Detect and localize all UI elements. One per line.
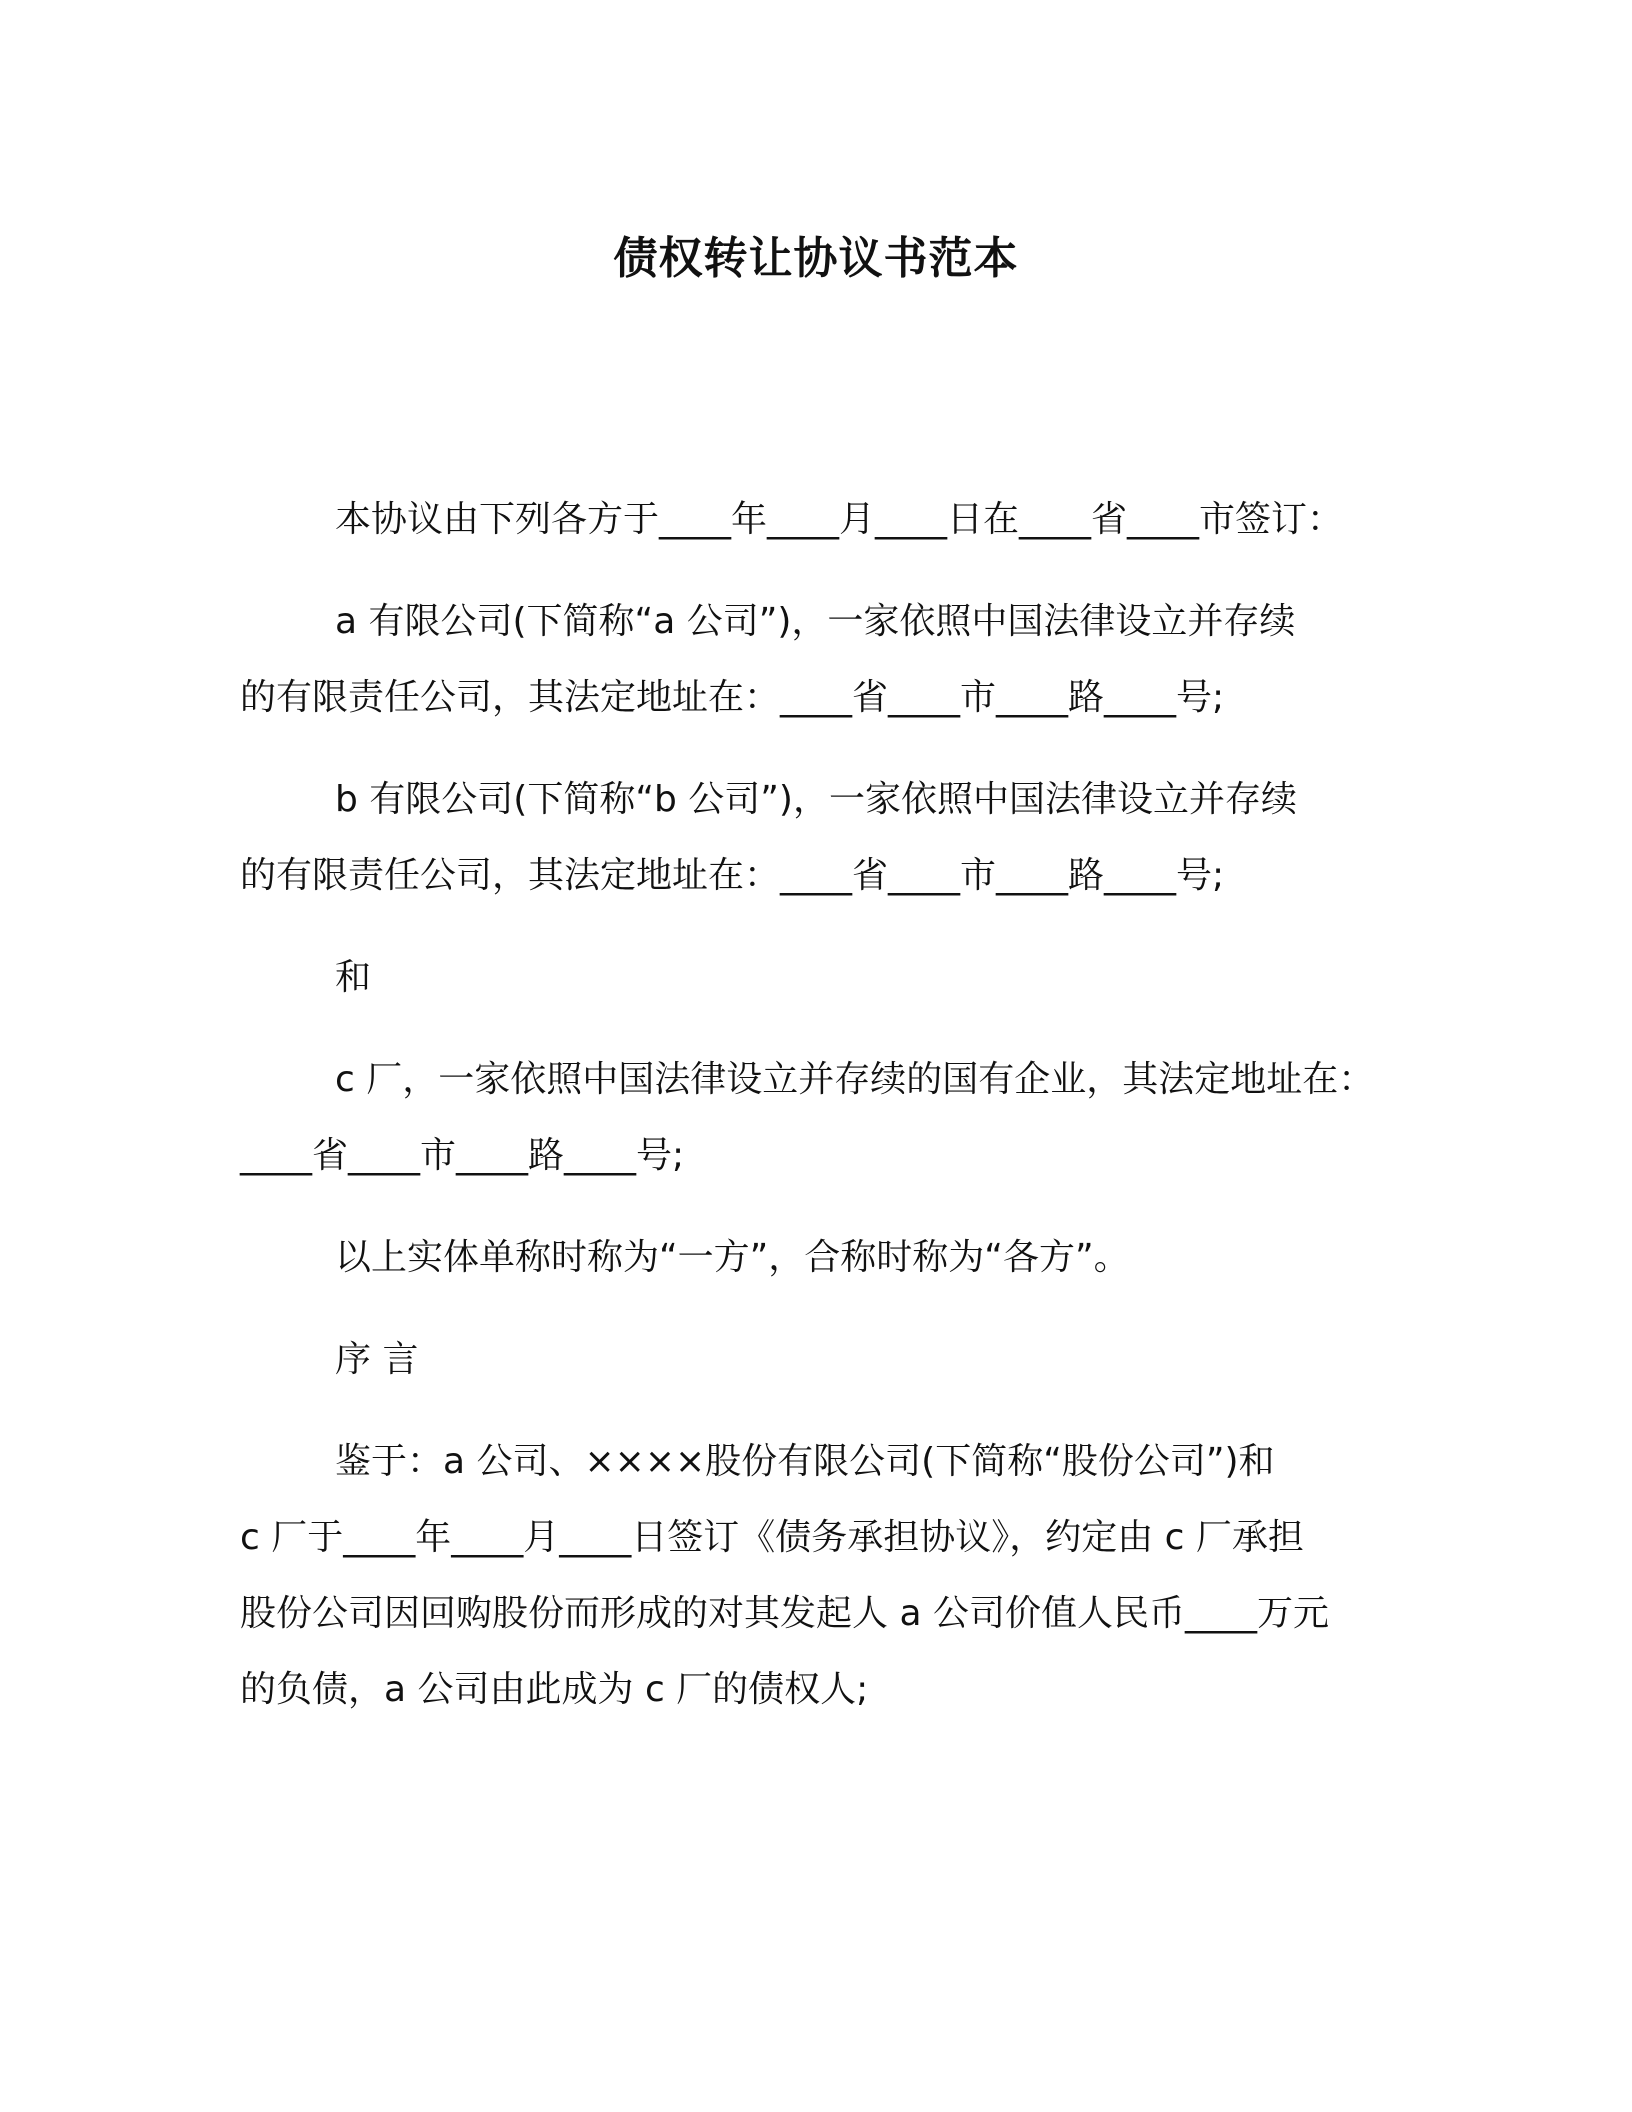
preamble-heading: 序 言 <box>335 1339 419 1380</box>
conjunction-and: 和 <box>335 957 372 998</box>
party-b-line-2: 的有限责任公司，其法定地址在：____省____市____路____号; <box>240 855 1225 896</box>
party-c-line-2: ____省____市____路____号; <box>240 1135 685 1176</box>
party-c-line-1: c 厂，一家依照中国法律设立并存续的国有企业，其法定地址在： <box>335 1059 1375 1100</box>
party-b-line-1: b 有限公司(下简称“b 公司”)，一家依照中国法律设立并存续 <box>335 779 1297 820</box>
signing-clause: 本协议由下列各方于____年____月____日在____省____市签订： <box>335 499 1344 540</box>
whereas-line-2: c 厂于____年____月____日签订《债务承担协议》，约定由 c 厂承担 <box>240 1517 1304 1558</box>
party-a-line-2: 的有限责任公司，其法定地址在：____省____市____路____号; <box>240 677 1225 718</box>
document-title: 债权转让协议书范本 <box>613 233 1019 284</box>
whereas-line-4: 的负债，a 公司由此成为 c 厂的债权人; <box>240 1669 869 1710</box>
whereas-line-3: 股份公司因回购股份而形成的对其发起人 a 公司价值人民币____万元 <box>240 1593 1329 1634</box>
party-a-line-1: a 有限公司(下简称“a 公司”)，一家依照中国法律设立并存续 <box>335 601 1296 642</box>
whereas-line-1: 鉴于：a 公司、××××股份有限公司(下简称“股份公司”)和 <box>335 1441 1275 1482</box>
parties-definition: 以上实体单称时称为“一方”，合称时称为“各方”。 <box>335 1237 1130 1278</box>
